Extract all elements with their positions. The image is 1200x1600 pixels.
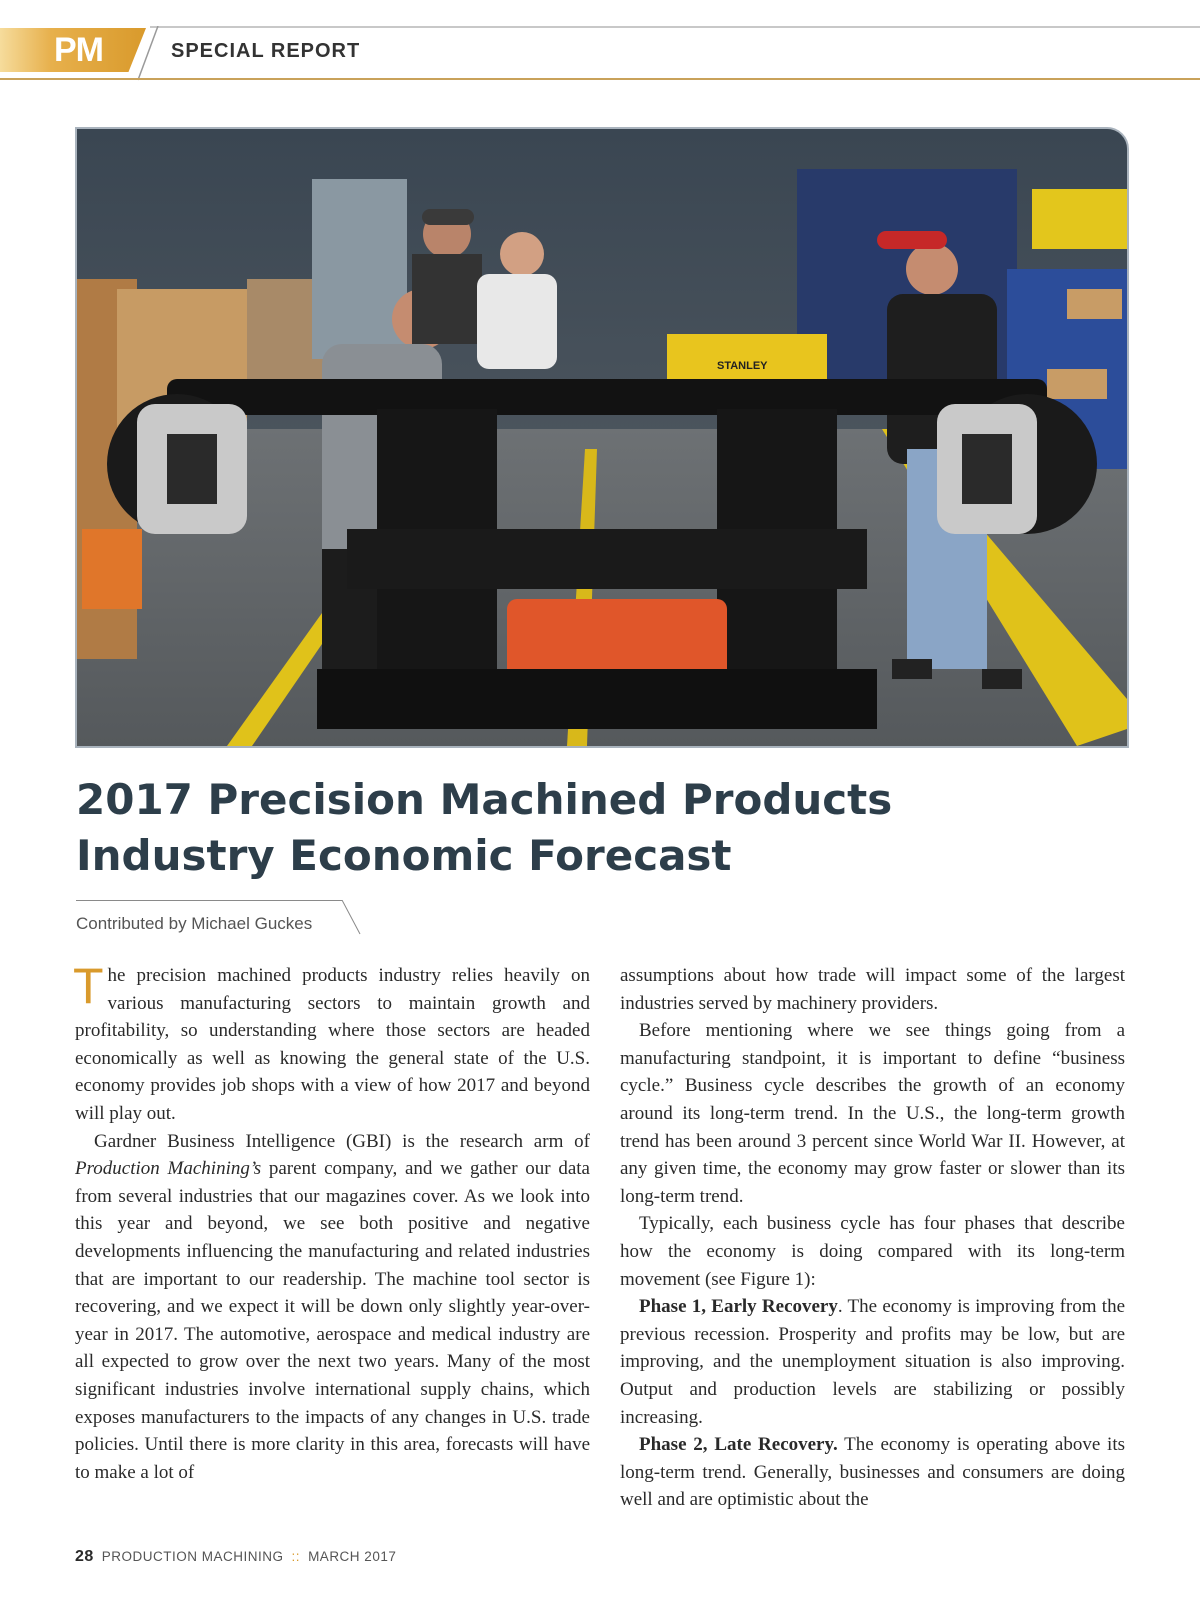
yellow-bin <box>1032 189 1127 249</box>
brake-right <box>937 394 1097 534</box>
page-footer <box>75 1548 396 1566</box>
cross-member <box>347 529 867 589</box>
issue-date: MARCH 2017 <box>308 1549 397 1564</box>
byline-slash <box>340 900 366 936</box>
brake-left <box>107 394 247 534</box>
publication-emphasis: Production Machining’s <box>75 1158 262 1180</box>
stanley-tool <box>667 334 827 379</box>
section-label: SPECIAL REPORT <box>171 40 361 62</box>
factory-photo-illustration <box>77 129 1127 746</box>
hero-photo <box>75 127 1129 748</box>
box-right <box>1067 289 1122 319</box>
body-column-left <box>73 958 590 1486</box>
header-bottom-rule <box>0 78 1200 80</box>
article-title-line-2: Industry Economic Forecast <box>76 831 732 880</box>
paragraph: assumptions about how trade will impact some of the largest industries served by machinery providers. <box>620 965 1125 1014</box>
page-header <box>0 0 1200 86</box>
article-title-line-1: 2017 Precision Machined Products <box>76 775 893 824</box>
byline-rule <box>76 900 342 901</box>
paragraph <box>620 1293 1125 1431</box>
drop-cap: T <box>73 958 104 1014</box>
orange-cart <box>82 529 142 609</box>
front-frame <box>317 669 877 729</box>
paragraph-text: he precision machined products industry relies heavily on various manufacturing sectors to maintain growth and profitability, so understanding where those sectors are headed economically as well as knowing the general state of the U.S. economy provides job shops with a view of how 2017 and beyond will play out. <box>75 965 590 1124</box>
paragraph-text: . The economy is improving from the previous recession. Prosperity and profits may be low, but are improving, and the unemployment situation is also improving. Output and production levels are stabilizing or possibly increasing. <box>620 1296 1125 1428</box>
header-slash <box>136 26 160 82</box>
paragraph: Before mentioning where we see things going from a manufacturing standpoint, it is important to define “business cycle.” Business cycle describes the growth of an economy around its long-term trend. In the U.S., the long-term growth trend has been around 3 percent since World War II. However, at any given time, the economy may grow faster or slower than its long-term trend. <box>620 1020 1125 1207</box>
phase-heading: Phase 1, Early Recovery <box>639 1296 838 1318</box>
stanley-label: STANLEY <box>717 360 768 372</box>
box-right-2 <box>1047 369 1107 399</box>
publication-name: PRODUCTION MACHINING <box>101 1549 284 1564</box>
footer-separator: :: <box>291 1549 301 1564</box>
paragraph <box>75 1128 590 1487</box>
page-number: 28 <box>75 1548 94 1565</box>
cabinet <box>312 179 407 359</box>
paragraph-text: Gardner Business Intelligence (GBI) is the research arm of <box>94 1130 590 1152</box>
paragraph <box>620 1431 1125 1514</box>
phase-heading: Phase 2, Late Recovery. <box>639 1434 838 1456</box>
header-top-rule <box>150 26 1200 28</box>
body-column-right <box>620 962 1125 1514</box>
axle-beam <box>167 379 1047 415</box>
paragraph-text: The economy is operating above its long-term trend. Generally, businesses and consumers are doing well and are optimistic about the <box>620 1434 1125 1511</box>
paragraph-text: parent company, and we gather our data from several industries that our magazines cover. As we look into this year and beyond, we see both positive and negative developments influencing the manufacturing and related industries that are important to our readership. The machine tool sector is recovering, and we expect it will be down only slightly year-over-year in 2017. The automotive, aerospace and medical industry are all expected to grow over the next two years. Many of the most significant industries involve international supply chains, which exposes manufacturers to the impacts of any changes in U.S. trade policies. Until there is more clarity in this area, forecasts will have to make a lot of <box>75 1158 590 1483</box>
pm-logo: PM <box>54 31 103 69</box>
byline: Contributed by Michael Guckes <box>76 914 313 933</box>
byline-block <box>76 900 366 936</box>
paragraph <box>73 958 590 1128</box>
article-title <box>76 772 1076 884</box>
paragraph: Typically, each business cycle has four phases that describe how the economy is doing compared with its long-term movement (see Figure 1): <box>620 1213 1125 1290</box>
